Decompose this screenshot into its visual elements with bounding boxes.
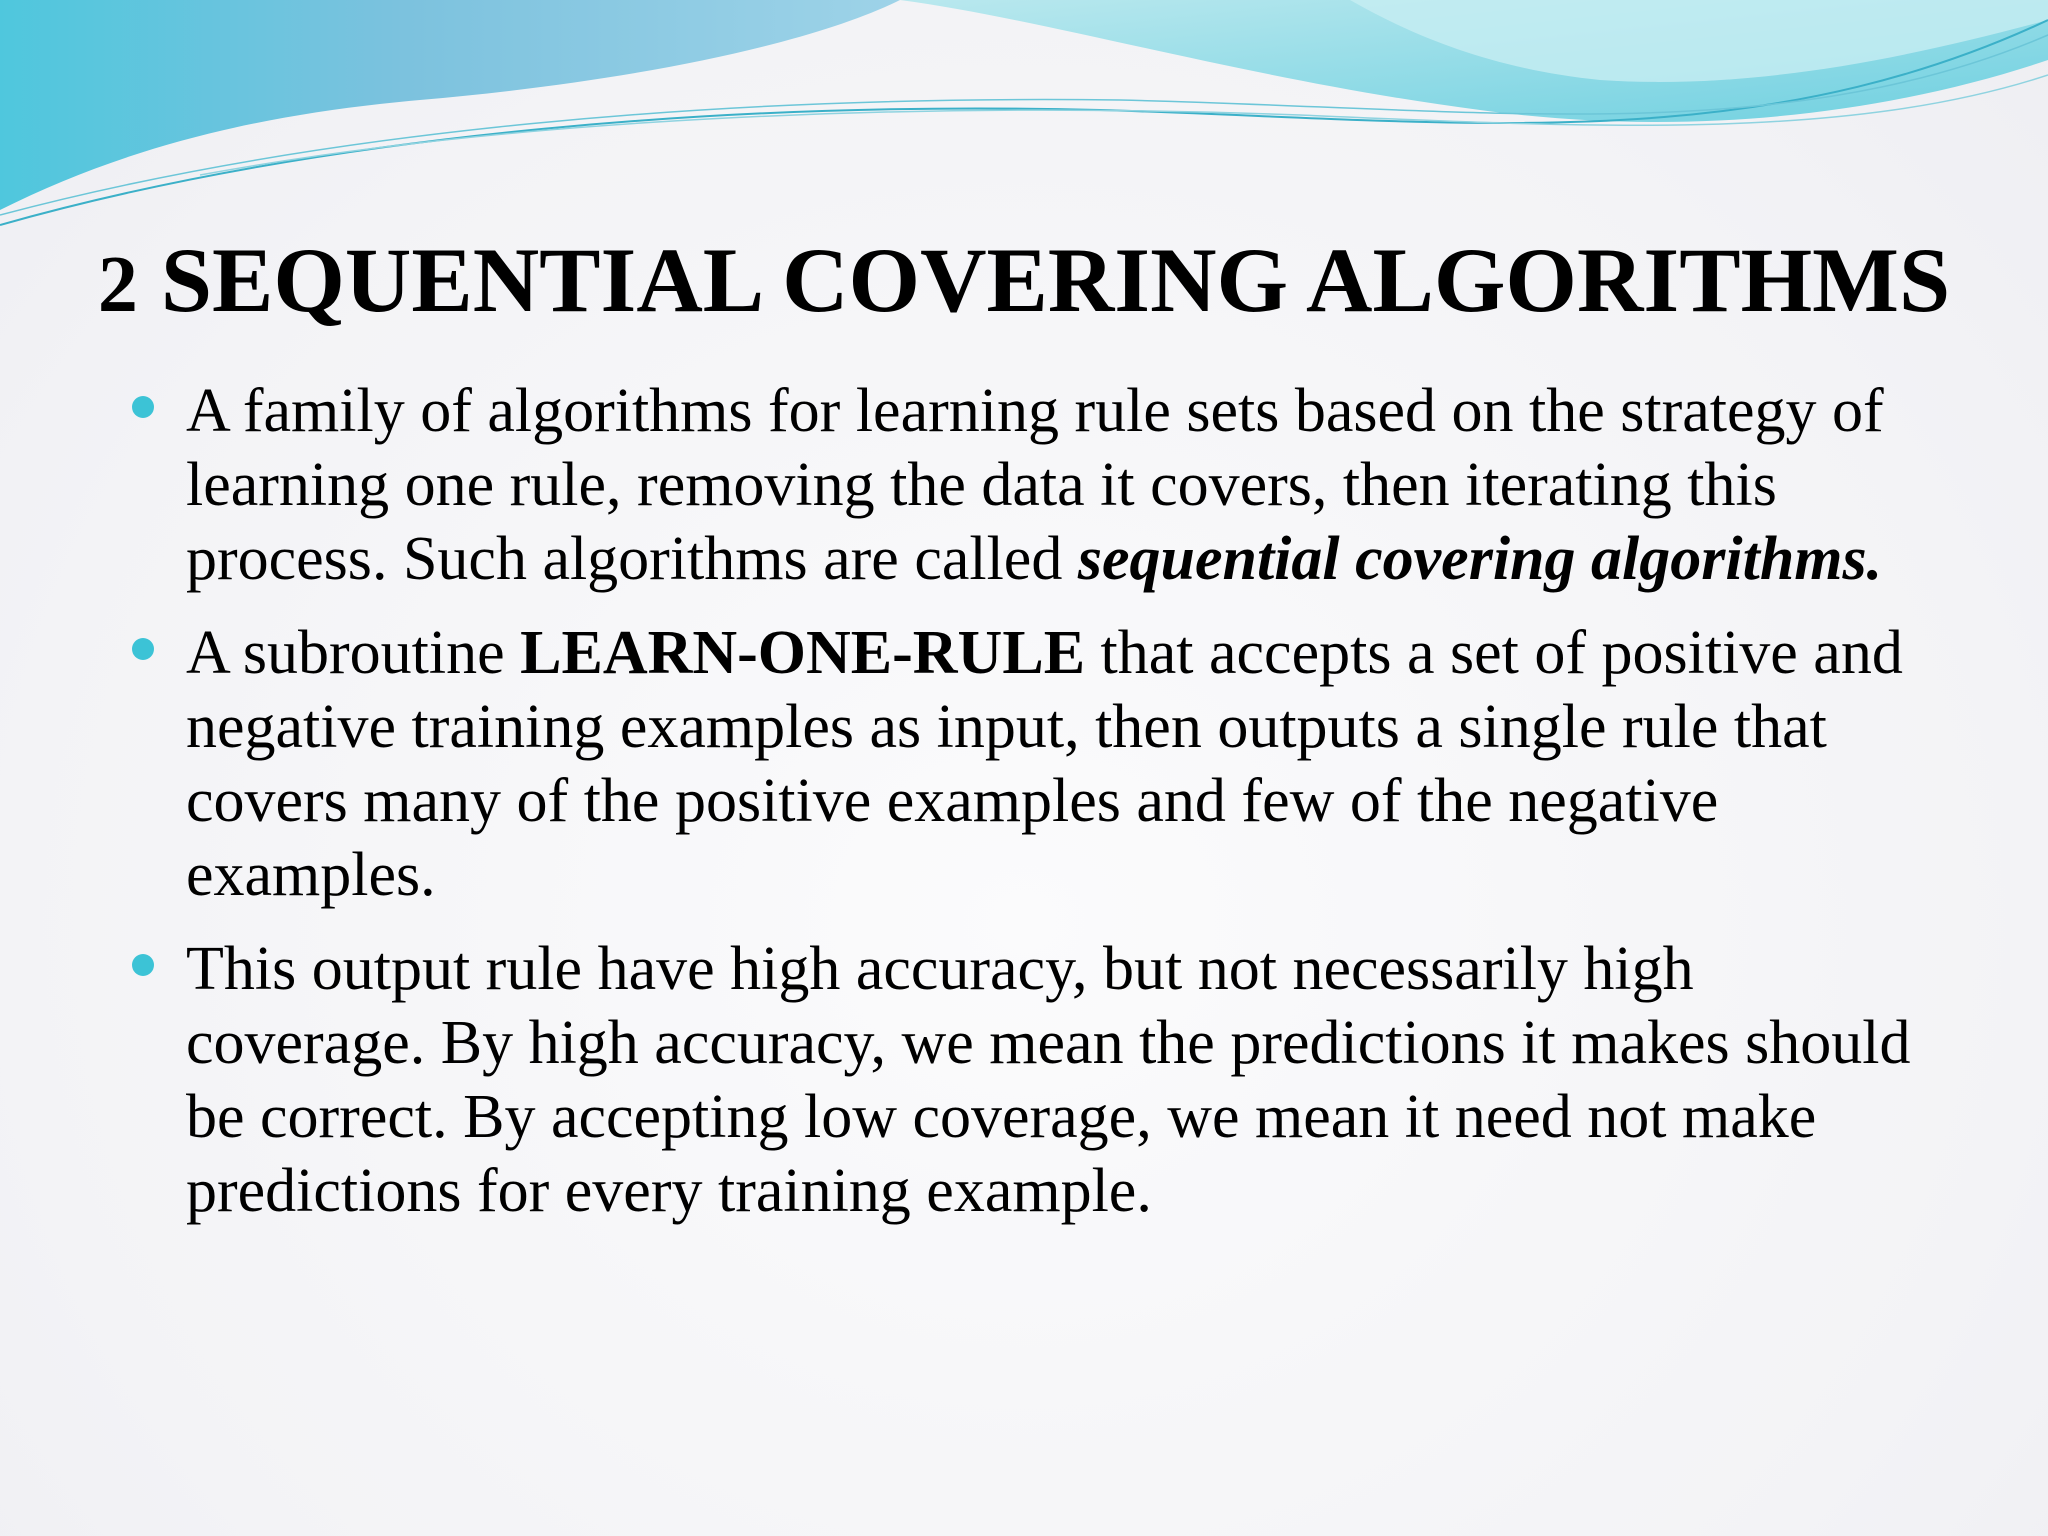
bullet-list xyxy=(130,374,1940,1248)
bullet-text: A subroutine xyxy=(186,619,521,687)
bullet-dot-icon xyxy=(132,638,154,660)
title-text: SEQUENTIAL COVERING ALGORITHMS xyxy=(160,229,1951,331)
bullet-text: A family of algorithms for learning rule sets based on the strategy of learning one rule, removing the data it covers, then iterating this process. Such algorithms are called xyxy=(186,377,1884,593)
slide-title xyxy=(0,225,2048,340)
title-number: 2 xyxy=(97,241,138,329)
bullet-item xyxy=(130,374,1940,596)
bullet-item xyxy=(130,616,1940,912)
bullet-text-after: that accepts a set of positive and negative training examples as input, then outputs a single rule that covers many of the positive examples and few of the negative examples. xyxy=(186,619,1903,909)
bullet-emphasis: LEARN-ONE-RULE xyxy=(520,619,1086,687)
bullet-dot-icon xyxy=(132,954,154,976)
bullet-item xyxy=(130,932,1940,1228)
bullet-text: This output rule have high accuracy, but not necessarily high coverage. By high accuracy, we mean the predictions it makes should be correct. By accepting low coverage, we mean it need not make predictions for every training example. xyxy=(186,935,1911,1225)
bullet-dot-icon xyxy=(132,396,154,418)
decorative-wave-header xyxy=(0,0,2048,240)
bullet-emphasis: sequential covering algorithms. xyxy=(1077,525,1883,593)
